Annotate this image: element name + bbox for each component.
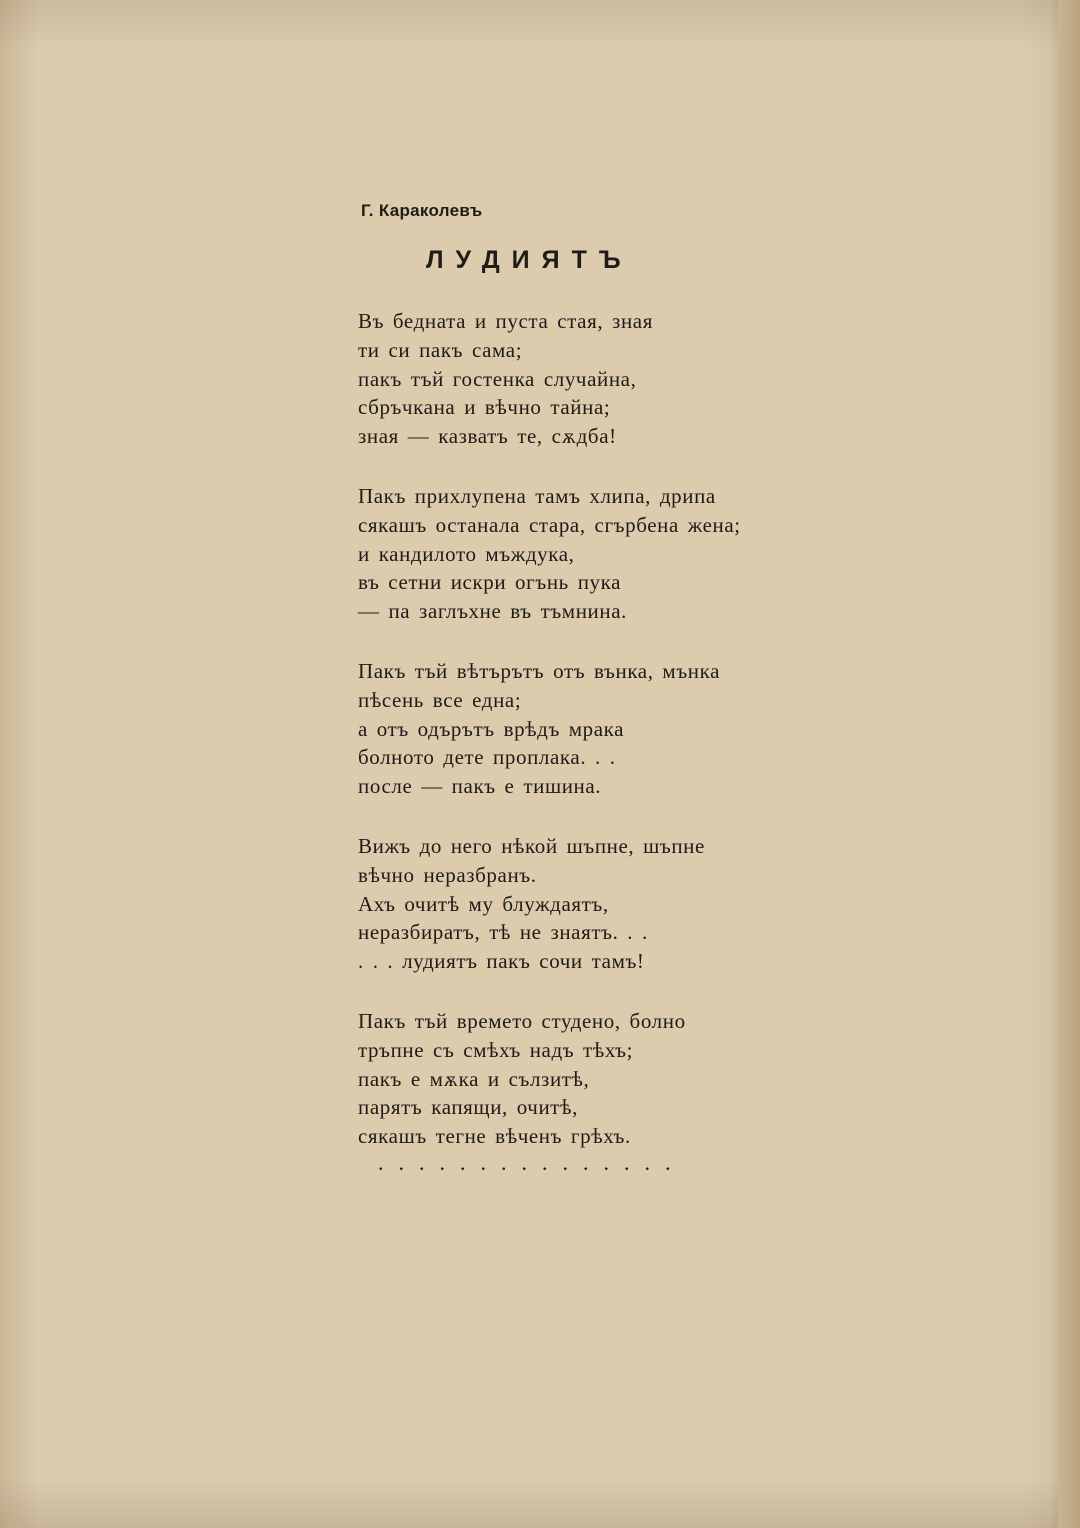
poem-line: парятъ капящи, очитѣ,: [358, 1095, 578, 1120]
poem-line: вѣчно неразбранъ.: [358, 862, 537, 887]
poem-line: . . . лудиятъ пакъ сочи тамъ!: [358, 949, 645, 974]
author-name: Г. Караколевъ: [361, 201, 483, 220]
poem-line: въ сетни искри огънь пука: [358, 570, 622, 595]
poem-line: сякашъ тегне вѣченъ грѣхъ.: [358, 1124, 631, 1149]
poem-line: Вижъ до него нѣкой шъпне, шъпне: [358, 833, 705, 858]
stanza-1: [358, 307, 741, 451]
poem-line: зная — казватъ те, сѫдба!: [358, 424, 617, 449]
poem-line: пакъ тъй гостенка случайна,: [358, 366, 637, 391]
poem-line: тръпне съ смѣхъ надъ тѣхъ;: [358, 1037, 634, 1062]
poem-line: — па заглъхне въ тъмнина.: [358, 599, 627, 624]
poem-line: Пакъ прихлупена тамъ хлипа, дрипа: [358, 483, 716, 508]
poem-line: Пакъ тъй вѣтърътъ отъ вънка, мънка: [358, 658, 721, 683]
poem-title: ЛУДИЯТЪ: [426, 246, 633, 274]
poem-line: Пакъ тъй времето студено, болно: [358, 1008, 686, 1033]
poem-line: неразбиратъ, тѣ не знаятъ. . .: [358, 920, 648, 945]
poem-line: а отъ одърътъ врѣдъ мрака: [358, 716, 625, 741]
poem-body: [358, 307, 741, 1182]
poem-line: после — пакъ е тишина.: [358, 774, 602, 799]
stanza-4: [358, 832, 741, 976]
stanza-2: [358, 482, 741, 626]
poem-line: ти си пакъ сама;: [358, 337, 523, 362]
poem-line: Ахъ очитѣ му блуждаятъ,: [358, 891, 609, 916]
stanza-3: [358, 657, 741, 801]
poem-line: пѣсень все една;: [358, 687, 522, 712]
poem-line: Въ бедната и пуста стая, зная: [358, 309, 653, 333]
poem-line: сякашъ останала стара, сгърбена жена;: [358, 512, 741, 537]
stanza-5: [358, 1007, 741, 1151]
page-edge: [1058, 0, 1080, 1528]
poem-line: сбръчкана и вѣчно тайна;: [358, 395, 611, 420]
poem-line: пакъ е мѫка и сълзитѣ,: [358, 1066, 590, 1091]
poem-line: и кандилото мъждука,: [358, 541, 575, 566]
poem-line: болното дете проплака. . .: [358, 745, 616, 770]
closing-dots: ...............: [378, 1150, 686, 1175]
